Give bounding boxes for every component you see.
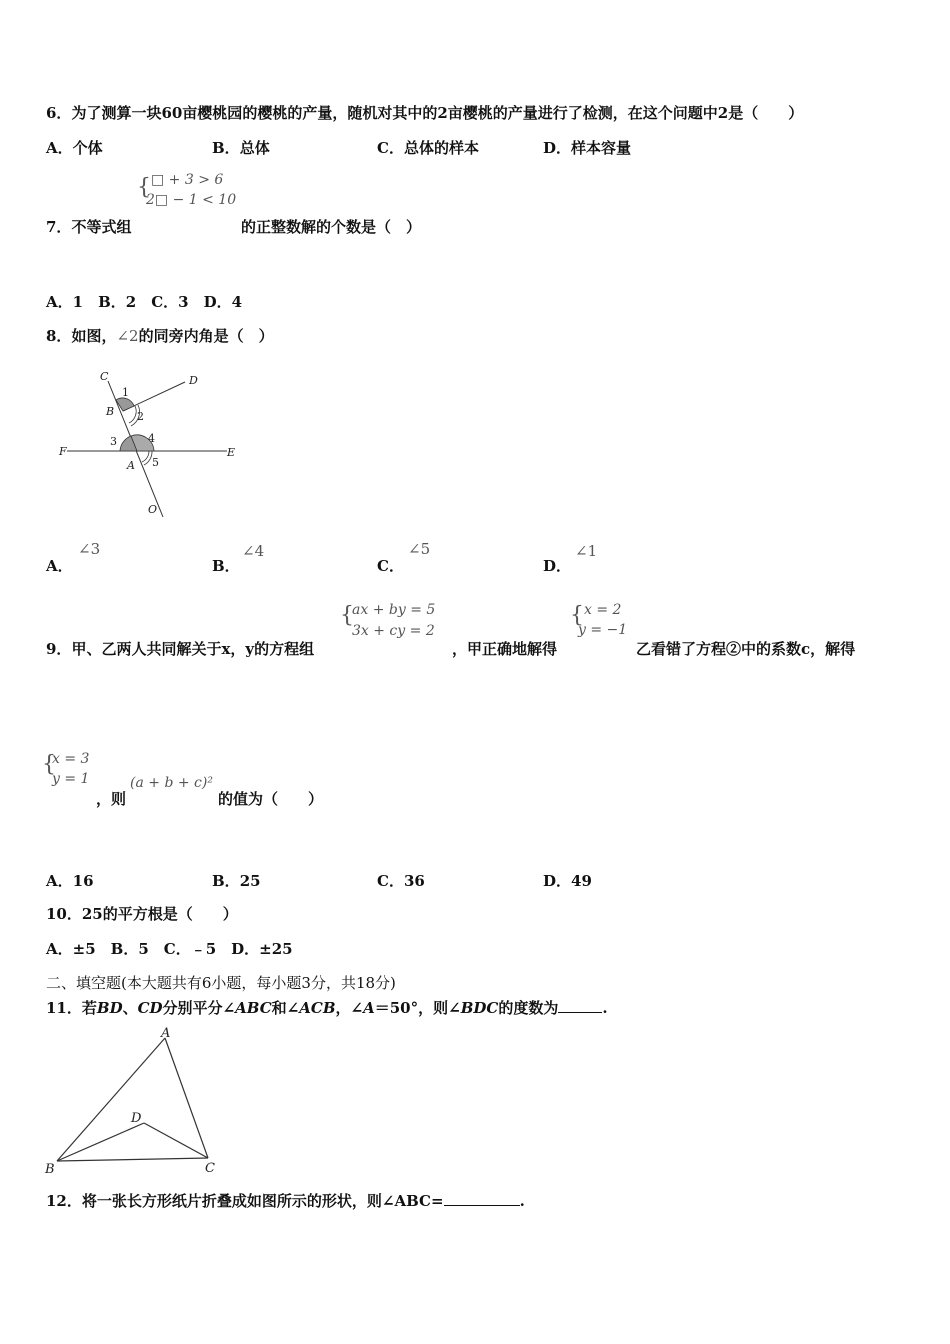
q8-option-a-letter: A． <box>46 557 73 575</box>
q9-suffix: 乙看错了方程②中的系数c，解得 <box>636 640 856 658</box>
label-3: 3 <box>110 435 117 448</box>
side-ba <box>57 1038 165 1161</box>
side-ac <box>165 1038 208 1158</box>
segment-bd <box>57 1123 144 1161</box>
q8-angle: ∠2 <box>116 327 139 345</box>
label-d: D <box>189 374 198 387</box>
q10-options: A．±5 B．5 C．﹣5 D．±25 <box>46 940 293 958</box>
q7-suffix: 的正整数解的个数是（ ） <box>241 218 422 236</box>
q8-option-c-letter: C． <box>377 557 404 575</box>
q12-text: 将一张长方形纸片折叠成如图所示的形状，则∠ABC= <box>81 1192 444 1210</box>
q9-system-line2: 3x + cy = 2 <box>352 623 435 639</box>
q9-expression: (a + b + c)² <box>130 775 213 791</box>
label-c: C <box>205 1161 215 1176</box>
q9-sol1-line1: x = 2 <box>584 602 622 618</box>
q12-stem: 12．将一张长方形纸片折叠成如图所示的形状，则∠ABC= . <box>46 1192 525 1210</box>
label-e: E <box>227 446 236 459</box>
angle-1-arc <box>116 398 134 411</box>
label-a: A <box>127 459 135 472</box>
label-4: 4 <box>148 432 155 445</box>
q6-option-d: D．样本容量 <box>543 139 632 157</box>
q7-system-line2: 2□ − 1 < 10 <box>146 192 237 208</box>
q9-sol1-brace: { <box>570 603 584 628</box>
q9-number: 9． <box>46 640 72 658</box>
q8-figure <box>55 365 245 525</box>
q8-number: 8． <box>46 327 72 345</box>
q8-prefix: 如图， <box>71 327 117 345</box>
q9-sol1-line2: y = −1 <box>578 622 628 638</box>
label-2: 2 <box>137 410 144 423</box>
q7-system-line1: □ + 3 > 6 <box>151 172 224 188</box>
q12-answer-blank[interactable] <box>444 1205 520 1206</box>
q9-sol2-brace: { <box>42 752 56 777</box>
label-o: O <box>148 503 158 516</box>
q9-system-line1: ax + by = 5 <box>352 602 436 618</box>
q6-text: 为了测算一块60亩樱桃园的樱桃的产量，随机对其中的2亩樱桃的产量进行了检测，在这个问题中2是（ ） <box>71 104 804 122</box>
q6-option-c: C．总体的样本 <box>377 139 479 157</box>
label-b: B <box>106 405 115 418</box>
q9-option-d: D．49 <box>543 872 592 890</box>
q11-figure <box>40 1025 230 1180</box>
q7-prefix: 不等式组 <box>71 218 132 236</box>
q11-stem: 11．若BD、CD分别平分∠ABC和∠ACB，∠A＝50°，则∠BDC的度数为 . <box>46 999 608 1017</box>
q12-number: 12． <box>46 1192 82 1210</box>
side-bc <box>57 1158 208 1161</box>
q8-stem <box>46 325 274 346</box>
label-f: F <box>59 445 67 458</box>
angle-2-arc <box>129 406 136 423</box>
q9-option-a: A．16 <box>46 872 94 890</box>
q9-mid: ，甲正确地解得 <box>452 640 558 658</box>
q10-stem <box>46 903 238 924</box>
q8-suffix: 的同旁内角是（ ） <box>138 327 274 345</box>
q9-prefix: 甲、乙两人共同解关于x，y的方程组 <box>71 640 315 658</box>
q7-options: A．1 B．2 C．3 D．4 <box>46 293 243 311</box>
q11-answer-blank[interactable] <box>558 1012 602 1013</box>
q8-option-d-angle: ∠1 <box>575 542 598 560</box>
q9-system-brace: { <box>340 603 354 628</box>
q8-option-d-letter: D． <box>543 557 572 575</box>
label-b: B <box>45 1162 55 1177</box>
segment-dc <box>144 1123 208 1158</box>
q6-number: 6． <box>46 104 72 122</box>
q7-stem <box>46 216 131 237</box>
q6-option-a: A．个体 <box>46 139 103 157</box>
q10-text: 25的平方根是（ ） <box>81 905 238 923</box>
q9-stem <box>46 638 314 659</box>
q8-option-b-letter: B． <box>212 557 240 575</box>
q6-option-b: B．总体 <box>212 139 270 157</box>
q8-option-c-angle: ∠5 <box>408 540 431 558</box>
q9-then: ，则 <box>96 790 127 808</box>
q9-sol2-line1: x = 3 <box>52 751 90 767</box>
label-d: D <box>131 1111 142 1126</box>
section2-title: 二、填空题(本大题共有6小题，每小题3分，共18分) <box>46 974 396 992</box>
q9-sol2-line2: y = 1 <box>52 771 90 787</box>
q7-system-brace: { <box>137 175 151 200</box>
label-5: 5 <box>152 456 159 469</box>
label-a: A <box>161 1026 171 1041</box>
angle-5-arc <box>142 451 149 462</box>
q9-option-c: C．36 <box>377 872 425 890</box>
q8-option-b-angle: ∠4 <box>242 542 265 560</box>
label-c: C <box>100 370 109 383</box>
q7-number: 7． <box>46 218 72 236</box>
q10-number: 10． <box>46 905 82 923</box>
q6-stem <box>46 102 803 123</box>
label-1: 1 <box>122 386 129 399</box>
q9-option-b: B．25 <box>212 872 261 890</box>
q9-tail: 的值为（ ） <box>218 790 324 808</box>
q8-option-a-angle: ∠3 <box>78 540 101 558</box>
